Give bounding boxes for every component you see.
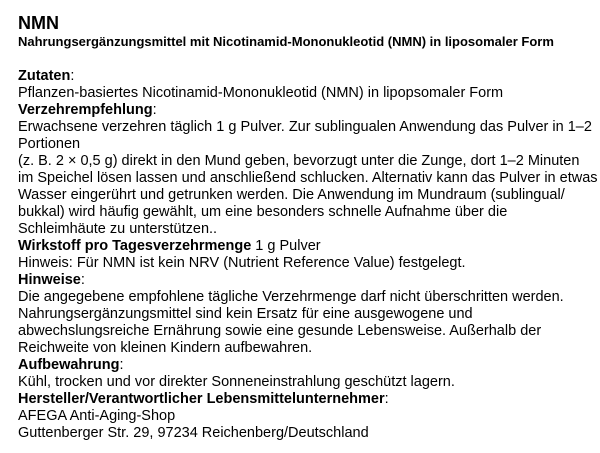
bold-text: Zutaten: [18, 68, 71, 84]
text-line: [18, 289, 582, 306]
text-line: [18, 357, 582, 374]
text-line: [18, 119, 592, 136]
text-line: [18, 323, 582, 340]
text-line: [18, 85, 582, 102]
text-line: [18, 170, 598, 187]
regular-text: Reichweite von kleinen Kindern aufbewahren.: [18, 340, 313, 356]
bold-text: Hersteller/Verantwortlicher Lebensmittelunternehmer: [18, 391, 385, 407]
regular-text: Nahrungsergänzungsmittel sind kein Ersatz für eine ausgewogene und: [18, 306, 473, 322]
regular-text: Guttenberger Str. 29, 97234 Reichenberg/Deutschland: [18, 425, 369, 441]
regular-text: Die angegebene empfohlene tägliche Verzehrmenge darf nicht überschritten werden.: [18, 289, 564, 305]
text-line: [18, 408, 582, 425]
text-line: [18, 255, 582, 272]
regular-text: Erwachsene verzehren täglich 1 g Pulver. Zur sublingualen Anwendung das Pulver in 1–2: [18, 119, 592, 135]
text-line: [18, 221, 582, 238]
bold-text: Aufbewahrung: [18, 357, 120, 373]
text-line: [18, 153, 582, 170]
bold-text: Wirkstoff pro Tagesverzehrmenge: [18, 238, 252, 254]
page-title: NMN: [18, 13, 59, 33]
regular-text: 1 g Pulver: [251, 238, 321, 254]
regular-text: Portionen: [18, 136, 81, 152]
regular-text: abwechslungsreiche Ernährung sowie eine gesunde Lebensweise. Außerhalb der: [18, 323, 542, 339]
regular-text: :: [119, 357, 124, 373]
regular-text: :: [152, 102, 157, 118]
text-line: [18, 68, 582, 85]
text-line: [18, 391, 582, 408]
text-line: [18, 136, 582, 153]
regular-text: (z. B. 2 × 0,5 g) direkt in den Mund geben, bevorzugt unter die Zunge, dort 1–2 Minuten: [18, 153, 580, 169]
regular-text: Pflanzen-basiertes Nicotinamid-Mononukleotid (NMN) in lipopsomaler Form: [18, 85, 504, 101]
text-line: [18, 102, 582, 119]
text-line: [18, 238, 582, 255]
regular-text: :: [80, 272, 85, 288]
regular-text: AFEGA Anti-Aging-Shop: [18, 408, 176, 424]
text-line: [18, 374, 582, 391]
regular-text: bukkal) wird häufig gewählt, um eine besonders schnelle Aufnahme über die: [18, 204, 508, 220]
regular-text: Schleimhäute zu unterstützen..: [18, 221, 218, 237]
regular-text: Wasser eingerührt und getrunken werden. Die Anwendung im Mundraum (sublingual/: [18, 187, 565, 203]
regular-text: im Speichel lösen lassen und anschließend schlucken. Alternativ kann das Pulver in etwas: [18, 170, 598, 186]
regular-text: Hinweis: Für NMN ist kein NRV (Nutrient Reference Value) festgelegt.: [18, 255, 466, 271]
product-subtitle: Nahrungsergänzungsmittel mit Nicotinamid-Mononukleotid (NMN) in liposomaler Form: [18, 34, 554, 49]
text-line: [18, 340, 582, 357]
bold-text: Verzehrempfehlung: [18, 102, 153, 118]
body-lines: [18, 68, 598, 442]
bold-text: Hinweise: [18, 272, 81, 288]
text-line: [18, 204, 582, 221]
text-line: [18, 306, 582, 323]
regular-text: Kühl, trocken und vor direkter Sonneneinstrahlung geschützt lagern.: [18, 374, 455, 390]
text-line: [18, 425, 582, 442]
regular-text: :: [384, 391, 389, 407]
regular-text: :: [70, 68, 75, 84]
text-line: [18, 272, 582, 289]
text-line: [18, 187, 582, 204]
